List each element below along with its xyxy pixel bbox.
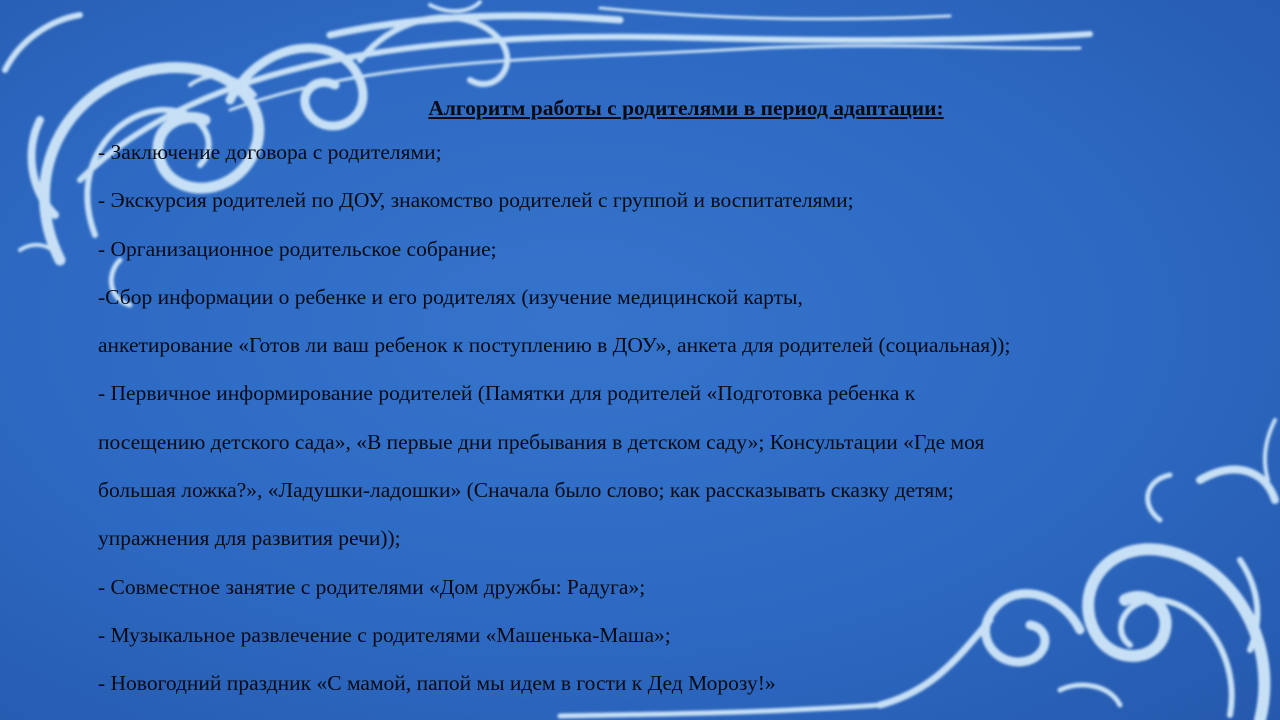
list-item: - Заключение договора с родителями; [98, 140, 442, 164]
list-item: - Первичное информирование родителей (Памятки для родителей «Подготовка ребенка к [98, 381, 916, 406]
document-title: Алгоритм работы с родителями в период адаптации: [428, 96, 944, 120]
list-item: анкетирование «Готов ли ваш ребенок к поступлению в ДОУ», анкета для родителей (социальная)); [98, 333, 1011, 358]
list-item: - Новогодний праздник «С мамой, папой мы идем в гости к Дед Морозу!» [98, 671, 776, 696]
list-item: упражнения для развития речи)); [98, 526, 401, 551]
list-item: посещению детского сада», «В первые дни пребывания в детском саду»; Консультации «Где моя [98, 429, 985, 454]
list-item: - Экскурсия родителей по ДОУ, знакомство родителей с группой и воспитателями; [98, 188, 854, 213]
list-item: - Организационное родительское собрание; [98, 236, 497, 261]
document-body [98, 88, 1248, 708]
list-item: -Сбор информации о ребенке и его родителях (изучение медицинской карты, [98, 284, 803, 309]
list-item: - Совместное занятие с родителями «Дом дружбы: Радуга»; [98, 574, 646, 599]
list-item: - Музыкальное развлечение с родителями «Машенька-Маша»; [98, 622, 671, 647]
list-item: большая ложка?», «Ладушки-ладошки» (Сначала было слово; как рассказывать сказку детям; [98, 478, 954, 503]
